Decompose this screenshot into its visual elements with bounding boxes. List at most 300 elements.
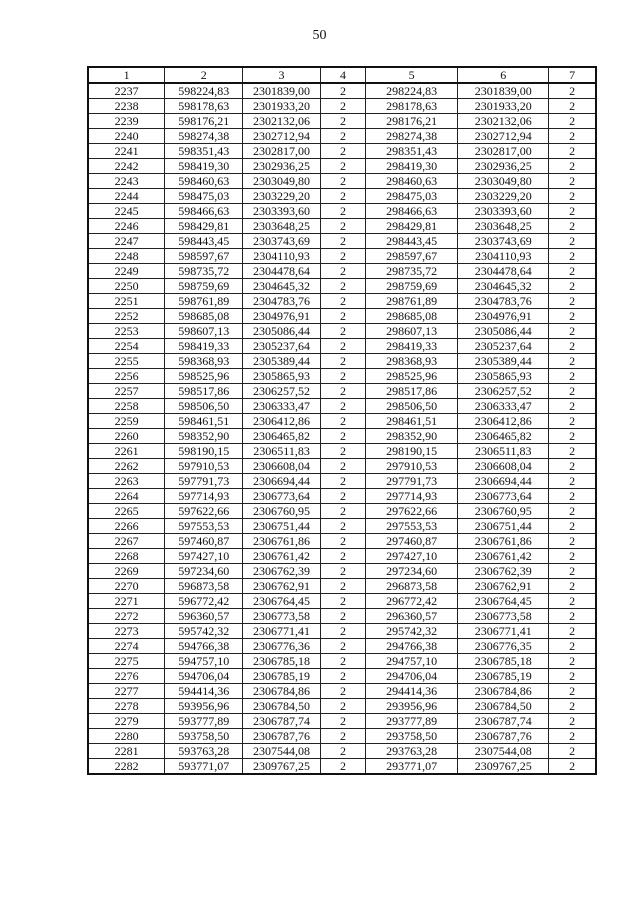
table-cell: 2305086,44 <box>243 324 321 339</box>
table-row <box>88 204 596 219</box>
table-cell: 2256 <box>88 369 165 384</box>
table-cell: 2 <box>320 564 365 579</box>
table-cell: 2 <box>320 459 365 474</box>
table-cell: 2 <box>549 369 596 384</box>
table-cell: 2 <box>549 414 596 429</box>
table-cell: 2247 <box>88 234 165 249</box>
table-cell: 298352,90 <box>366 429 458 444</box>
column-header: 7 <box>549 67 596 83</box>
table-row <box>88 234 596 249</box>
table-cell: 2 <box>320 504 365 519</box>
table-cell: 2303393,60 <box>243 204 321 219</box>
table-cell: 2 <box>549 204 596 219</box>
table-row <box>88 654 596 669</box>
table-cell: 2303393,60 <box>458 204 549 219</box>
table-cell: 2306762,91 <box>458 579 549 594</box>
table-row <box>88 579 596 594</box>
table-cell: 594706,04 <box>165 669 243 684</box>
table-cell: 2 <box>549 144 596 159</box>
table-row <box>88 444 596 459</box>
table-cell: 597427,10 <box>165 549 243 564</box>
table-cell: 2 <box>549 294 596 309</box>
table-cell: 598761,89 <box>165 294 243 309</box>
table-cell: 2282 <box>88 759 165 775</box>
table-cell: 2 <box>549 174 596 189</box>
table-cell: 2 <box>549 309 596 324</box>
table-cell: 298597,67 <box>366 249 458 264</box>
table-cell: 2306785,18 <box>458 654 549 669</box>
table-cell: 2 <box>549 669 596 684</box>
table-cell: 2306511,83 <box>458 444 549 459</box>
table-cell: 598759,69 <box>165 279 243 294</box>
column-header: 1 <box>88 67 165 83</box>
table-row <box>88 339 596 354</box>
table-cell: 2 <box>320 159 365 174</box>
table-cell: 594414,36 <box>165 684 243 699</box>
table-cell: 2253 <box>88 324 165 339</box>
table-cell: 2 <box>320 189 365 204</box>
table-cell: 2306773,64 <box>458 489 549 504</box>
table-row <box>88 519 596 534</box>
table-cell: 298461,51 <box>366 414 458 429</box>
table-cell: 2262 <box>88 459 165 474</box>
column-header: 4 <box>320 67 365 83</box>
table-cell: 2 <box>549 83 596 99</box>
table-cell: 2306776,36 <box>243 639 321 654</box>
table-cell: 2 <box>549 384 596 399</box>
table-cell: 2306764,45 <box>243 594 321 609</box>
table-row <box>88 474 596 489</box>
table-cell: 2302817,00 <box>458 144 549 159</box>
table-cell: 296873,58 <box>366 579 458 594</box>
table-cell: 2302817,00 <box>243 144 321 159</box>
table-row <box>88 99 596 114</box>
table-cell: 298176,21 <box>366 114 458 129</box>
table-cell: 2245 <box>88 204 165 219</box>
table-cell: 2306465,82 <box>458 429 549 444</box>
table-row <box>88 249 596 264</box>
table-cell: 2 <box>320 219 365 234</box>
table-cell: 2 <box>549 684 596 699</box>
table-cell: 2306412,86 <box>458 414 549 429</box>
table-cell: 297553,53 <box>366 519 458 534</box>
table-cell: 2 <box>320 399 365 414</box>
coordinates-table <box>87 66 597 775</box>
table-cell: 2306760,95 <box>458 504 549 519</box>
table-cell: 298525,96 <box>366 369 458 384</box>
table-cell: 597791,73 <box>165 474 243 489</box>
table-cell: 2 <box>549 594 596 609</box>
table-cell: 2 <box>320 264 365 279</box>
table-cell: 296772,42 <box>366 594 458 609</box>
table-cell: 298685,08 <box>366 309 458 324</box>
table-cell: 598419,30 <box>165 159 243 174</box>
table-row <box>88 83 596 99</box>
table-cell: 2302712,94 <box>243 129 321 144</box>
table-cell: 2304976,91 <box>243 309 321 324</box>
table-cell: 598178,63 <box>165 99 243 114</box>
table-cell: 597622,66 <box>165 504 243 519</box>
table-cell: 2 <box>549 324 596 339</box>
table-cell: 298466,63 <box>366 204 458 219</box>
table-cell: 2306762,39 <box>243 564 321 579</box>
table-row <box>88 744 596 759</box>
table-row <box>88 414 596 429</box>
table-cell: 298190,15 <box>366 444 458 459</box>
table-cell: 2304645,32 <box>458 279 549 294</box>
table-cell: 293771,07 <box>366 759 458 775</box>
table-cell: 2 <box>320 204 365 219</box>
table-cell: 593763,28 <box>165 744 243 759</box>
table-cell: 2306785,19 <box>243 669 321 684</box>
table-cell: 2303648,25 <box>458 219 549 234</box>
table-cell: 2 <box>320 144 365 159</box>
column-header: 5 <box>366 67 458 83</box>
table-cell: 598429,81 <box>165 219 243 234</box>
table-cell: 2305237,64 <box>243 339 321 354</box>
table-cell: 2306333,47 <box>243 399 321 414</box>
table-cell: 2302132,06 <box>243 114 321 129</box>
table-cell: 594757,10 <box>165 654 243 669</box>
table-cell: 2309767,25 <box>458 759 549 775</box>
table-cell: 298475,03 <box>366 189 458 204</box>
table-cell: 2278 <box>88 699 165 714</box>
table-cell: 596873,58 <box>165 579 243 594</box>
table-cell: 2 <box>549 279 596 294</box>
table-row <box>88 159 596 174</box>
table-cell: 298759,69 <box>366 279 458 294</box>
table-cell: 2306333,47 <box>458 399 549 414</box>
table-cell: 2244 <box>88 189 165 204</box>
table-cell: 597910,53 <box>165 459 243 474</box>
table-cell: 2258 <box>88 399 165 414</box>
table-cell: 2306762,39 <box>458 564 549 579</box>
table-cell: 2305086,44 <box>458 324 549 339</box>
table-cell: 2306787,76 <box>243 729 321 744</box>
table-cell: 598525,96 <box>165 369 243 384</box>
table-cell: 2 <box>320 114 365 129</box>
table-cell: 2306771,41 <box>243 624 321 639</box>
table-cell: 2 <box>549 759 596 775</box>
table-cell: 2306785,19 <box>458 669 549 684</box>
table-row <box>88 729 596 744</box>
table-cell: 2305865,93 <box>243 369 321 384</box>
table-cell: 2 <box>549 219 596 234</box>
table-cell: 2306771,41 <box>458 624 549 639</box>
table-cell: 2280 <box>88 729 165 744</box>
table-cell: 2264 <box>88 489 165 504</box>
table-cell: 2 <box>320 654 365 669</box>
table-cell: 2306694,44 <box>458 474 549 489</box>
table-cell: 2 <box>549 159 596 174</box>
table-cell: 2306694,44 <box>243 474 321 489</box>
table-cell: 2306608,04 <box>243 459 321 474</box>
table-cell: 2 <box>320 99 365 114</box>
table-cell: 2254 <box>88 339 165 354</box>
table-row <box>88 684 596 699</box>
table-cell: 298460,63 <box>366 174 458 189</box>
table-cell: 2 <box>549 114 596 129</box>
table-cell: 2 <box>549 609 596 624</box>
table-cell: 2 <box>549 99 596 114</box>
table-cell: 598685,08 <box>165 309 243 324</box>
table-row <box>88 534 596 549</box>
table-cell: 2306787,74 <box>458 714 549 729</box>
table-cell: 293758,50 <box>366 729 458 744</box>
table-cell: 2304110,93 <box>458 249 549 264</box>
table-cell: 2304478,64 <box>243 264 321 279</box>
table-cell: 2251 <box>88 294 165 309</box>
table-cell: 593758,50 <box>165 729 243 744</box>
table-cell: 2 <box>320 369 365 384</box>
table-cell: 2 <box>320 474 365 489</box>
table-cell: 2 <box>320 609 365 624</box>
table-row <box>88 354 596 369</box>
table-cell: 2272 <box>88 609 165 624</box>
table-row <box>88 144 596 159</box>
table-cell: 2243 <box>88 174 165 189</box>
table-cell: 2 <box>320 624 365 639</box>
table-cell: 598735,72 <box>165 264 243 279</box>
table-cell: 2 <box>549 189 596 204</box>
table-cell: 2 <box>320 279 365 294</box>
table-cell: 2 <box>549 354 596 369</box>
table-cell: 297427,10 <box>366 549 458 564</box>
table-row <box>88 639 596 654</box>
table-cell: 598597,67 <box>165 249 243 264</box>
table-cell: 2306751,44 <box>458 519 549 534</box>
table-cell: 2 <box>320 714 365 729</box>
table-cell: 2306776,35 <box>458 639 549 654</box>
table-cell: 598466,63 <box>165 204 243 219</box>
table-cell: 298429,81 <box>366 219 458 234</box>
table-cell: 2306257,52 <box>458 384 549 399</box>
table-row <box>88 264 596 279</box>
table-cell: 2 <box>320 489 365 504</box>
table-cell: 2303049,80 <box>243 174 321 189</box>
table-cell: 2249 <box>88 264 165 279</box>
table-cell: 2261 <box>88 444 165 459</box>
table-cell: 2303743,69 <box>243 234 321 249</box>
table-cell: 2267 <box>88 534 165 549</box>
table-cell: 2301839,00 <box>243 83 321 99</box>
table-cell: 297910,53 <box>366 459 458 474</box>
table-cell: 2 <box>320 759 365 775</box>
table-cell: 2 <box>320 129 365 144</box>
table-cell: 2 <box>320 519 365 534</box>
table-row <box>88 549 596 564</box>
table-cell: 2248 <box>88 249 165 264</box>
table-row <box>88 714 596 729</box>
table-row <box>88 189 596 204</box>
table-row <box>88 324 596 339</box>
column-header: 6 <box>458 67 549 83</box>
table-cell: 2241 <box>88 144 165 159</box>
table-cell: 2 <box>320 444 365 459</box>
table-cell: 2 <box>320 429 365 444</box>
table-cell: 293763,28 <box>366 744 458 759</box>
table-cell: 2 <box>549 129 596 144</box>
table-cell: 293956,96 <box>366 699 458 714</box>
table-cell: 2 <box>320 339 365 354</box>
table-cell: 2306761,86 <box>243 534 321 549</box>
table-cell: 596360,57 <box>165 609 243 624</box>
table-cell: 2306764,45 <box>458 594 549 609</box>
table-cell: 2302712,94 <box>458 129 549 144</box>
table-cell: 2239 <box>88 114 165 129</box>
table-cell: 2301839,00 <box>458 83 549 99</box>
table-cell: 2240 <box>88 129 165 144</box>
table-cell: 598506,50 <box>165 399 243 414</box>
table-cell: 2238 <box>88 99 165 114</box>
table-cell: 2 <box>320 384 365 399</box>
table-cell: 297622,66 <box>366 504 458 519</box>
table-cell: 2301933,20 <box>243 99 321 114</box>
table-cell: 2 <box>549 339 596 354</box>
table-cell: 298274,38 <box>366 129 458 144</box>
table-cell: 2306511,83 <box>243 444 321 459</box>
table-cell: 598517,86 <box>165 384 243 399</box>
table-cell: 2270 <box>88 579 165 594</box>
table-cell: 298735,72 <box>366 264 458 279</box>
table-cell: 2306787,76 <box>458 729 549 744</box>
table-cell: 2306760,95 <box>243 504 321 519</box>
table-cell: 593777,89 <box>165 714 243 729</box>
table-cell: 2 <box>549 744 596 759</box>
table-cell: 2276 <box>88 669 165 684</box>
table-cell: 2 <box>320 549 365 564</box>
table-cell: 293777,89 <box>366 714 458 729</box>
table-cell: 2306761,42 <box>243 549 321 564</box>
table-cell: 2242 <box>88 159 165 174</box>
table-cell: 2302936,25 <box>458 159 549 174</box>
table-cell: 2 <box>320 594 365 609</box>
table-cell: 2306751,44 <box>243 519 321 534</box>
table-row <box>88 564 596 579</box>
table-cell: 2277 <box>88 684 165 699</box>
table-cell: 595742,32 <box>165 624 243 639</box>
table-cell: 2255 <box>88 354 165 369</box>
table-row <box>88 219 596 234</box>
table-body <box>88 83 596 774</box>
table-cell: 2 <box>320 174 365 189</box>
table-cell: 2303229,20 <box>458 189 549 204</box>
table-cell: 2257 <box>88 384 165 399</box>
table-cell: 2 <box>320 324 365 339</box>
table-cell: 2306412,86 <box>243 414 321 429</box>
table-cell: 298178,63 <box>366 99 458 114</box>
table-row <box>88 624 596 639</box>
table-row <box>88 294 596 309</box>
table-cell: 2303743,69 <box>458 234 549 249</box>
table-cell: 2 <box>320 294 365 309</box>
table-cell: 2306784,86 <box>243 684 321 699</box>
table-row <box>88 609 596 624</box>
table-cell: 2246 <box>88 219 165 234</box>
table-cell: 2305865,93 <box>458 369 549 384</box>
table-cell: 597460,87 <box>165 534 243 549</box>
table-cell: 2 <box>320 414 365 429</box>
table-cell: 2 <box>549 264 596 279</box>
table-row <box>88 309 596 324</box>
table-cell: 2 <box>320 669 365 684</box>
table-row <box>88 669 596 684</box>
table-row <box>88 129 596 144</box>
table-cell: 2303049,80 <box>458 174 549 189</box>
table-cell: 2 <box>549 489 596 504</box>
table-cell: 2237 <box>88 83 165 99</box>
table-cell: 297234,60 <box>366 564 458 579</box>
table-row <box>88 399 596 414</box>
table-cell: 2266 <box>88 519 165 534</box>
table-cell: 2304976,91 <box>458 309 549 324</box>
table-cell: 2 <box>549 429 596 444</box>
table-cell: 2306773,64 <box>243 489 321 504</box>
table-cell: 598419,33 <box>165 339 243 354</box>
table-cell: 2306257,52 <box>243 384 321 399</box>
table-cell: 597234,60 <box>165 564 243 579</box>
table-cell: 2 <box>320 639 365 654</box>
table-cell: 596772,42 <box>165 594 243 609</box>
table-cell: 598176,21 <box>165 114 243 129</box>
table-cell: 2268 <box>88 549 165 564</box>
table-row <box>88 504 596 519</box>
table-cell: 2 <box>320 744 365 759</box>
table-cell: 2275 <box>88 654 165 669</box>
table-cell: 2 <box>549 249 596 264</box>
table-cell: 2269 <box>88 564 165 579</box>
table-cell: 2304110,93 <box>243 249 321 264</box>
table-cell: 2306773,58 <box>243 609 321 624</box>
table-cell: 2 <box>549 504 596 519</box>
column-header: 3 <box>243 67 321 83</box>
table-cell: 2 <box>549 579 596 594</box>
table-cell: 2 <box>549 654 596 669</box>
table-cell: 2 <box>320 579 365 594</box>
table-cell: 2250 <box>88 279 165 294</box>
table-cell: 598475,03 <box>165 189 243 204</box>
table-row <box>88 429 596 444</box>
column-header: 2 <box>165 67 243 83</box>
table-cell: 2302132,06 <box>458 114 549 129</box>
table-header-row <box>88 67 596 83</box>
table-cell: 2 <box>549 549 596 564</box>
table-cell: 2306465,82 <box>243 429 321 444</box>
table-cell: 2305389,44 <box>458 354 549 369</box>
table-cell: 298224,83 <box>366 83 458 99</box>
table-row <box>88 594 596 609</box>
table-cell: 296360,57 <box>366 609 458 624</box>
table-cell: 2 <box>320 534 365 549</box>
table-cell: 2 <box>549 564 596 579</box>
table-row <box>88 279 596 294</box>
table-cell: 593956,96 <box>165 699 243 714</box>
table-cell: 2305237,64 <box>458 339 549 354</box>
table-cell: 598461,51 <box>165 414 243 429</box>
table-cell: 2 <box>549 459 596 474</box>
table-cell: 2306608,04 <box>458 459 549 474</box>
table-cell: 2263 <box>88 474 165 489</box>
table-cell: 2306761,42 <box>458 549 549 564</box>
table-cell: 2 <box>549 729 596 744</box>
table-cell: 598368,93 <box>165 354 243 369</box>
table-cell: 2306761,86 <box>458 534 549 549</box>
table-cell: 298517,86 <box>366 384 458 399</box>
table-cell: 2303229,20 <box>243 189 321 204</box>
table-cell: 295742,32 <box>366 624 458 639</box>
table-cell: 2 <box>549 624 596 639</box>
table-cell: 598352,90 <box>165 429 243 444</box>
